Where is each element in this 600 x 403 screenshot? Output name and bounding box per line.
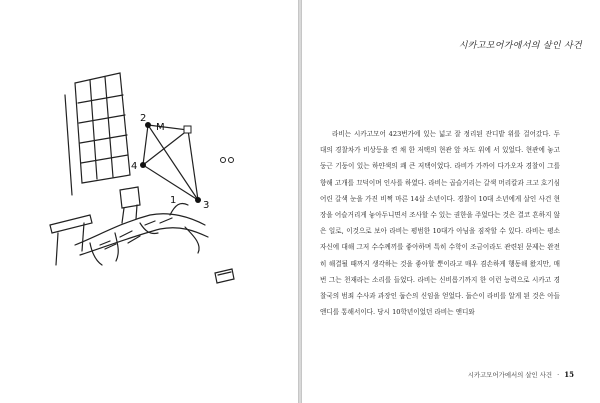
window-frame bbox=[75, 73, 130, 183]
table bbox=[50, 215, 92, 233]
left-page bbox=[0, 0, 298, 403]
diagram-label-m: M bbox=[156, 122, 165, 133]
diagram-lines bbox=[148, 125, 198, 200]
page-number: 15 bbox=[564, 370, 574, 379]
running-title: 시카고모어가에서의 살인 사건 bbox=[467, 371, 553, 379]
diagram-label-3: 3 bbox=[203, 200, 210, 211]
book bbox=[215, 269, 234, 283]
diagram-label-2: 2 bbox=[140, 113, 147, 124]
footer-separator: · bbox=[557, 371, 560, 379]
body-text bbox=[320, 126, 560, 320]
chapter-title: 시카고모어가에서의 살인 사건 bbox=[458, 41, 582, 51]
body-paragraph: 라비는 시카고모어 423번가에 있는 넓고 잘 정리된 잔디밭 위를 걸어갔다. 두 대의 경찰차가 비상등을 켠 채 한 저택의 현관 앞 차도 위에 서 있었다. 현관에 놓고 둥근 기둥이 있는 하얀색의 쾌 큰 저택이었다. 라비가 가까이 다가오자 경찰이 그를 향해 고개를 끄덕이며 인사를 하였다. 라비는 곱슬거리는 갈색 머리칼과 크고 호기심 어린 갈색 눈을 가진 비쩍 마른 14살 소년이다. 경찰이 10대 소년에게 살인 사건 현장을 어슬거리게 놓아두니면서 조사할 수 있는 권한을 주었다는 것은 결코 흔하지 않은 일로, 이것으로 보아 라비는 평범한 10대가 아님을 짐작할 수 있다. 라비는 평소 자신에 대해 그저 수수께끼를 좋아하며 특히 수학이 조금이라도 관련된 문제는 완전히 해결될 때까지 생각하는 것을 좋아할 뿐이라고 매우 겸손하게 행동해 왔지만, 매번 그는 천재라는 소리를 들었다. 라비는 신비롭기까지 한 이런 능력으로 시카고 경찰국의 범죄 수사과 과장인 둡슨의 신임을 얻었다. 둡슨이 라비를 알게 된 것은 아들 앤디를 통해서이다. 당시 10학년이었던 라비는 앤디와 bbox=[320, 130, 560, 317]
crime-scene-illustration bbox=[20, 55, 290, 295]
diagram-label-1: 1 bbox=[170, 195, 177, 206]
diagram-label-4: 4 bbox=[131, 161, 138, 172]
page-footer bbox=[468, 370, 574, 379]
